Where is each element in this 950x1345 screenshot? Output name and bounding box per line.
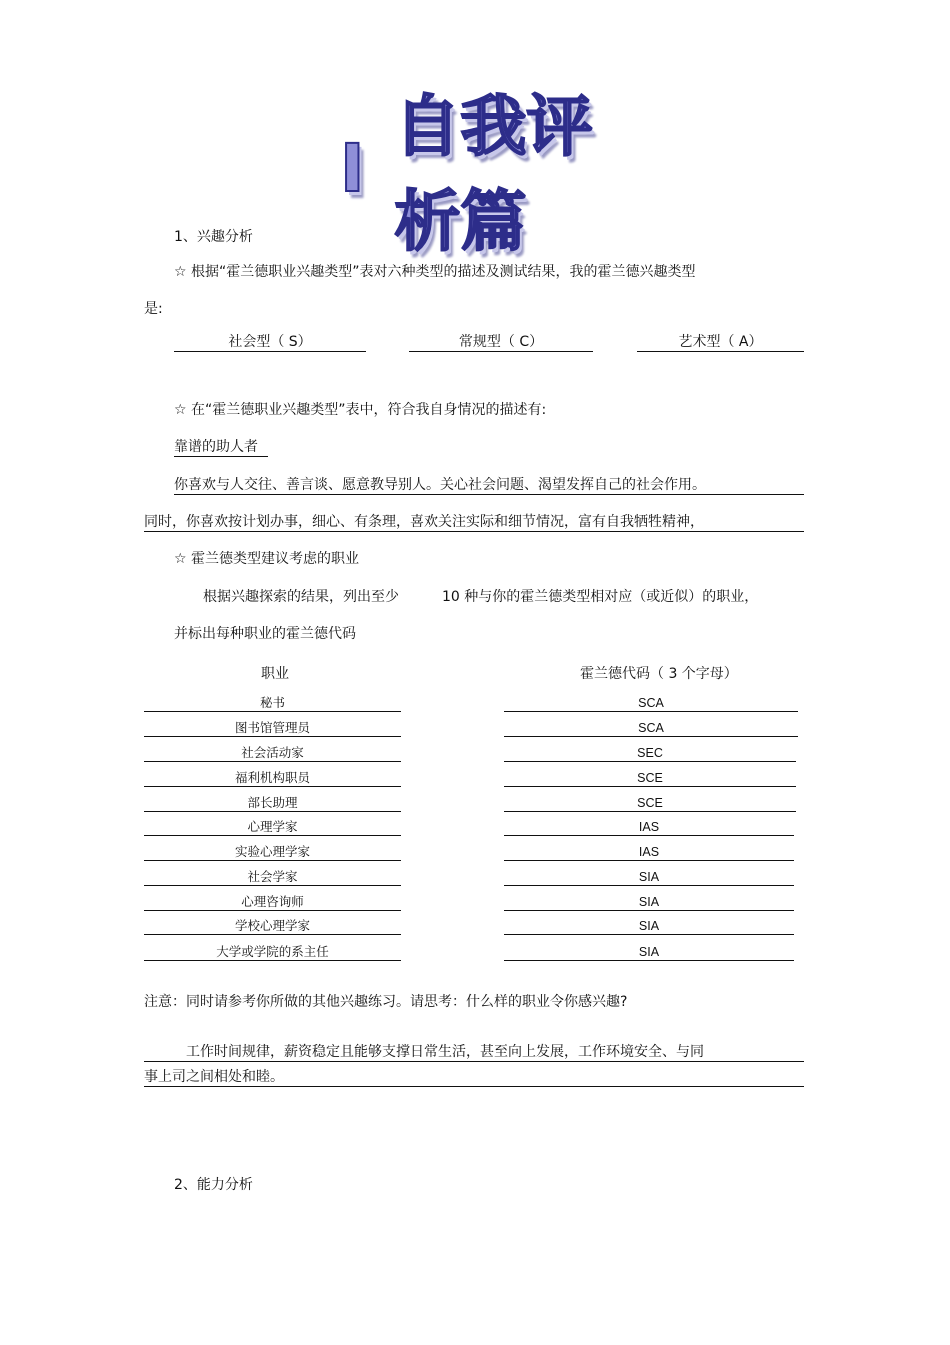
code-cell: IAS <box>504 844 794 861</box>
job-cell: 心理咨询师 <box>144 894 401 911</box>
career-text2: 并标出每种职业的霍兰德代码 <box>174 626 356 642</box>
job-cell: 社会学家 <box>144 869 401 886</box>
code-cell: SEC <box>504 745 796 762</box>
holland-type-1: 社会型（ S） <box>174 333 366 352</box>
code-cell: SIA <box>504 894 794 911</box>
job-cell: 图书馆管理员 <box>144 720 401 737</box>
job-cell: 秘书 <box>144 695 401 712</box>
code-cell: SIA <box>504 944 794 961</box>
desc-title: 靠谱的助人者 <box>174 438 268 457</box>
title-text: 自我评析篇 <box>394 88 593 260</box>
col-job-header: 职业 <box>261 666 289 682</box>
job-cell: 大学或学院的系主任 <box>144 944 401 961</box>
code-cell: IAS <box>504 819 794 836</box>
answer-line2: 事上司之间相处和睦。 <box>144 1068 804 1087</box>
job-cell: 心理学家 <box>144 819 401 836</box>
code-cell: SIA <box>504 918 794 935</box>
job-cell: 部长助理 <box>144 795 401 812</box>
code-cell: SCE <box>504 770 796 787</box>
job-cell: 实验心理学家 <box>144 844 401 861</box>
holland-type-3: 艺术型（ A） <box>637 333 804 352</box>
career-text1b: 10 种与你的霍兰德类型相对应（或近似）的职业， <box>442 589 759 605</box>
desc-line2: 同时，你喜欢按计划办事，细心、有条理，喜欢关注实际和细节情况，富有自我牺牲精神， <box>144 513 804 532</box>
job-cell: 福利机构职员 <box>144 770 401 787</box>
desc-heading: ☆ 在“霍兰德职业兴趣类型”表中，符合我自身情况的描述有: <box>174 402 547 418</box>
section2-heading: 2、能力分析 <box>174 1177 253 1193</box>
career-heading: ☆ 霍兰德类型建议考虑的职业 <box>174 551 360 567</box>
career-text1: 根据兴趣探索的结果，列出至少 <box>203 589 399 605</box>
code-cell: SCE <box>504 795 796 812</box>
page-title <box>340 88 640 260</box>
job-cell: 学校心理学家 <box>144 918 401 935</box>
answer-line1: 工作时间规律，薪资稳定且能够支撑日常生活，甚至向上发展，工作环境安全、与同 <box>144 1043 804 1062</box>
section1-heading: 1、兴趣分析 <box>174 229 253 245</box>
intro-line2: 是: <box>144 301 163 317</box>
title-roman: I <box>340 129 365 207</box>
code-cell: SCA <box>504 720 798 737</box>
holland-type-2: 常规型（ C） <box>409 333 593 352</box>
col-code-header: 霍兰德代码（ 3 个字母） <box>580 666 738 682</box>
intro-line1: ☆ 根据“霍兰德职业兴趣类型”表对六种类型的描述及测试结果，我的霍兰德兴趣类型 <box>174 264 696 280</box>
job-cell: 社会活动家 <box>144 745 401 762</box>
code-cell: SIA <box>504 869 794 886</box>
desc-line1: 你喜欢与人交往、善言谈、愿意教导别人。关心社会问题、渴望发挥自己的社会作用。 <box>174 476 804 495</box>
code-cell: SCA <box>504 695 798 712</box>
note-text: 注意：同时请参考你所做的其他兴趣练习。请思考：什么样的职业令你感兴趣? <box>144 994 628 1010</box>
